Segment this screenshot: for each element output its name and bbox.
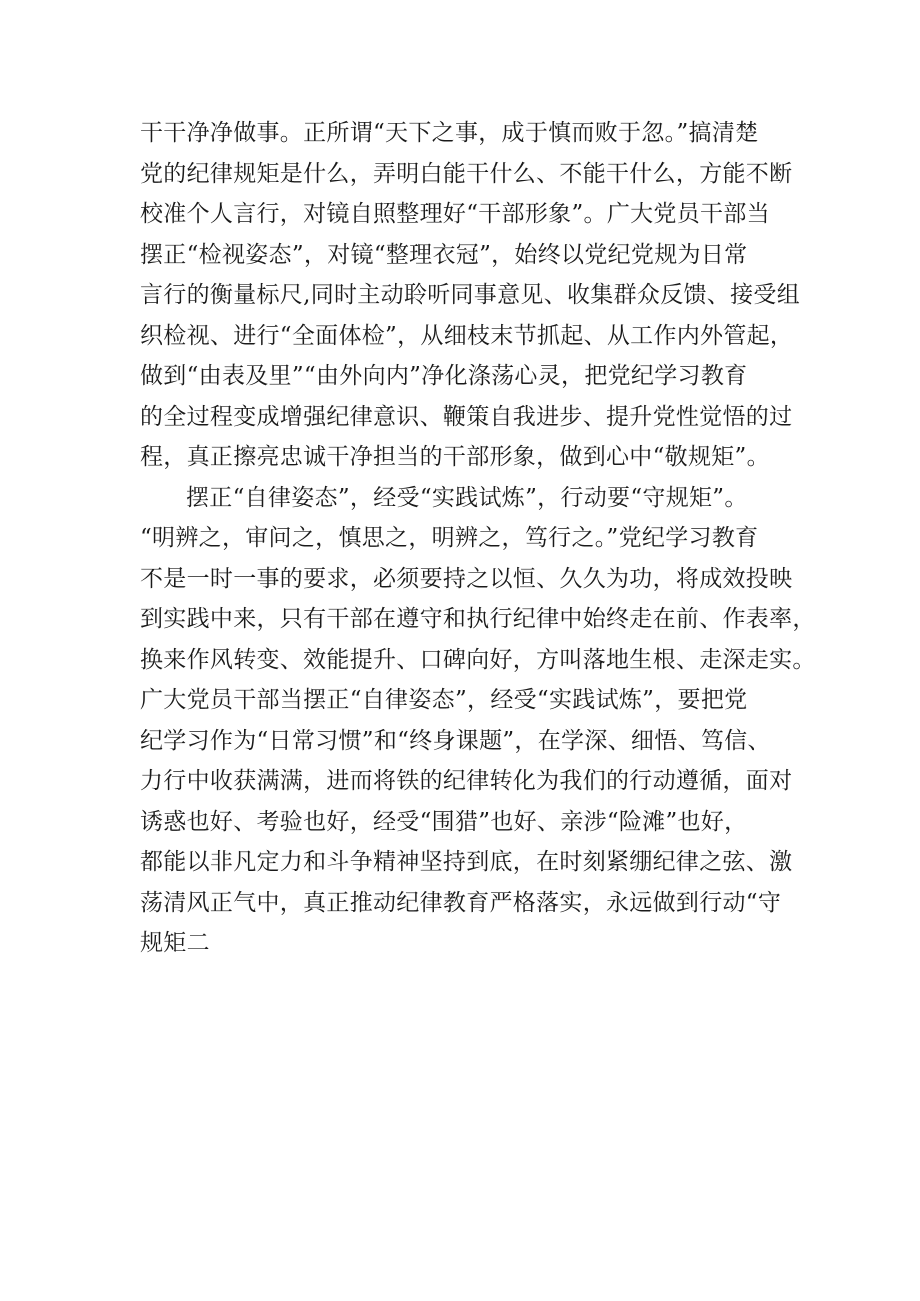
text-line: “明辨之，审问之，慎思之，明辨之，笃行之。”党纪学习教育 — [140, 525, 759, 551]
text-line: 诱惑也好、考验也好，经受“围猎”也好、亲涉“险滩”也好， — [140, 808, 748, 835]
text-line: 不是一时一事的要求，必须要持之以恒、久久为功，将成效投映 — [140, 565, 793, 592]
text-line: 摆正“检视姿态”，对镜“整理衣冠”，始终以党纪党规为日常 — [140, 241, 748, 268]
text-line: 织检视、进行“全面体检”，从细枝末节抓起、从工作内外管起， — [140, 322, 794, 349]
text-line: 党的纪律规矩是什么，弄明白能干什么、不能干什么，方能不断 — [140, 160, 793, 187]
text-line: 程，真正擦亮忠诚干净担当的干部形象，做到心中“敬规矩”。 — [140, 444, 770, 470]
text-line: 干干净净做事。正所谓“天下之事，成于慎而败于忽。”搞清楚 — [140, 120, 759, 146]
text-line: 做到“由表及里”“由外向内”净化涤荡心灵，把党纪学习教育 — [140, 363, 748, 389]
text-line: 荡清风正气中，真正推动纪律教育严格落实，永远做到行动“守 — [140, 889, 782, 916]
text-line: 广大党员干部当摆正“自律姿态”，经受“实践试炼”，要把党 — [140, 687, 748, 713]
text-line: 校准个人言行，对镜自照整理好“干部形象”。广大党员干部当 — [140, 201, 770, 227]
body-text — [140, 113, 820, 964]
text-line: 纪学习作为“日常习惯”和“终身课题”，在学深、细悟、笃信、 — [140, 727, 771, 754]
paragraph-start-line: 摆正“自律姿态”，经受“实践试炼”，行动要“守规矩”。 — [186, 484, 748, 511]
text-line: 都能以非凡定力和斗争精神坚持到底，在时刻紧绷纪律之弦、激 — [140, 849, 793, 875]
text-line: 言行的衡量标尺,同时主动聆听同事意见、收集群众反馈、接受组 — [140, 282, 801, 308]
text-line: 的全过程变成增强纪律意识、鞭策自我进步、提升党性觉悟的过 — [140, 403, 793, 430]
text-line: 力行中收获满满，进而将铁的纪律转化为我们的行动遵循，面对 — [140, 768, 793, 794]
text-line: 到实践中来，只有干部在遵守和执行纪律中始终走在前、作表率， — [140, 606, 816, 632]
text-line: 换来作风转变、效能提升、口碑向好，方叫落地生根、走深走实。 — [140, 646, 816, 673]
text-line: 规矩二 — [140, 930, 210, 956]
